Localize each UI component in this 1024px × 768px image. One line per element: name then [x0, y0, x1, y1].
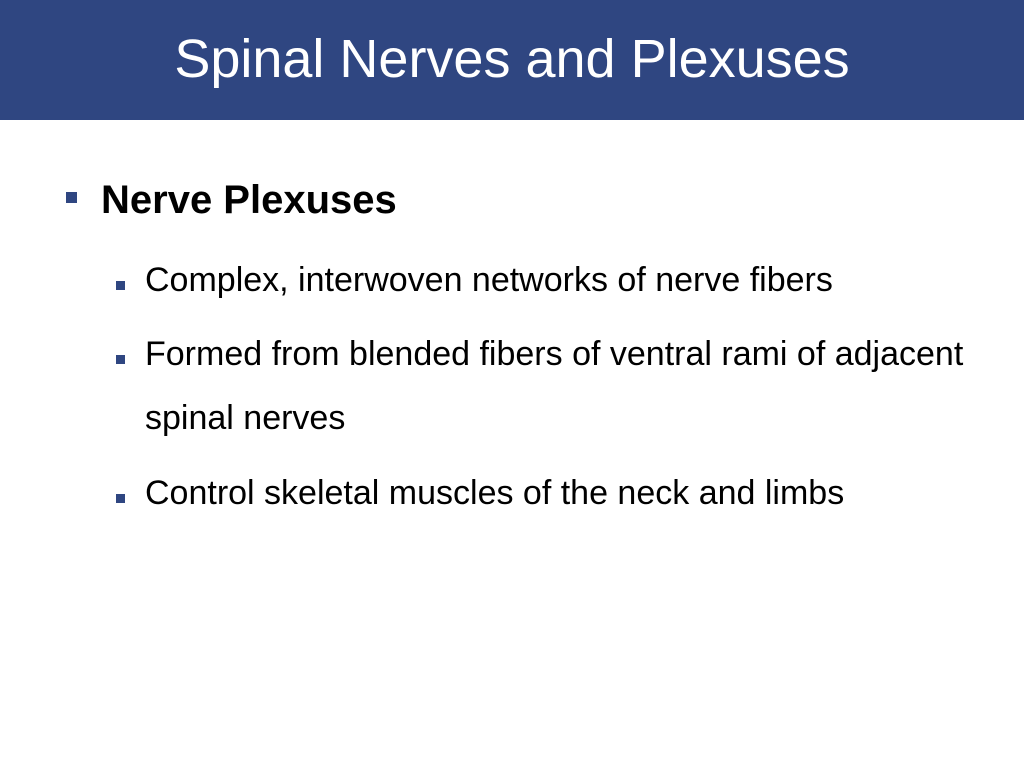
- square-bullet-icon: [116, 355, 125, 364]
- square-bullet-icon: [116, 494, 125, 503]
- slide-title: Spinal Nerves and Plexuses: [174, 29, 850, 89]
- sub-bullet-item: [116, 336, 965, 450]
- title-bar: [0, 0, 1024, 120]
- sub-bullet-item: [116, 262, 965, 312]
- sub-bullet-text: Formed from blended fibers of ventral rami of adjacent spinal nerves: [145, 335, 964, 437]
- square-bullet-icon: [116, 281, 125, 290]
- bullet-item-level1: [66, 176, 397, 224]
- square-bullet-icon: [66, 192, 77, 203]
- sub-bullet-text: Control skeletal muscles of the neck and limbs: [145, 474, 845, 512]
- bullet-text: Nerve Plexuses: [101, 178, 397, 222]
- sub-bullet-item: [116, 475, 965, 525]
- sub-bullet-text: Complex, interwoven networks of nerve fibers: [145, 261, 833, 299]
